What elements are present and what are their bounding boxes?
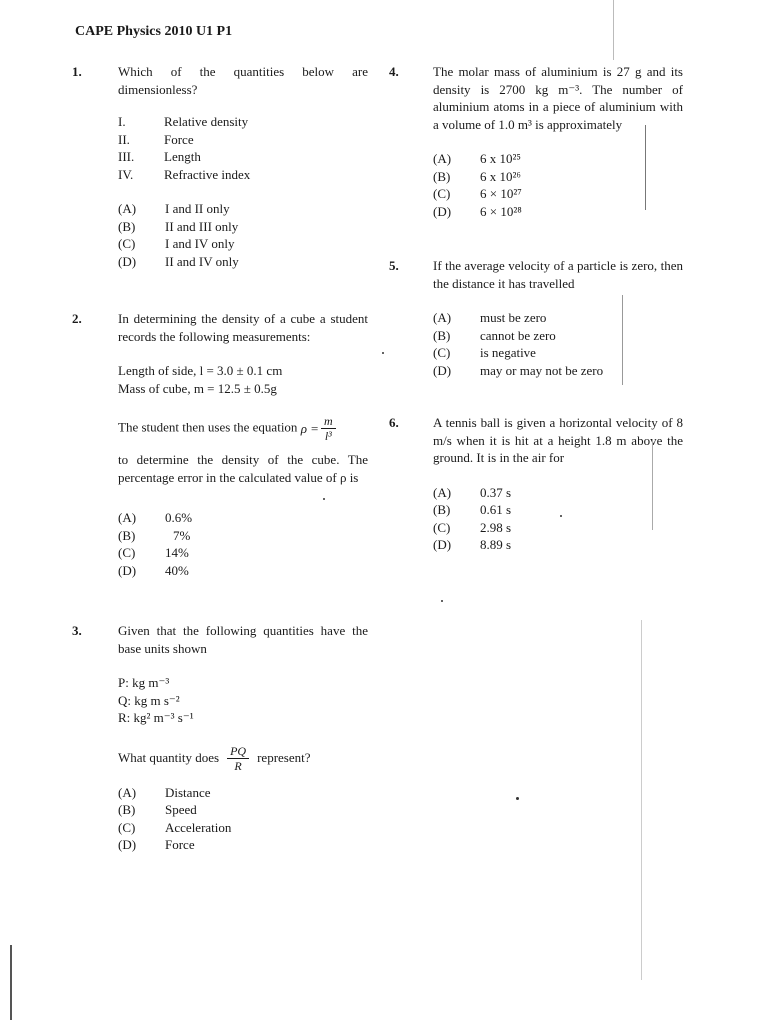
question-body — [118, 310, 368, 579]
question-number: 5. — [389, 258, 399, 273]
measurement-length: Length of side, l = 3.0 ± 0.1 cm — [118, 363, 283, 378]
question-number: 1. — [72, 64, 82, 79]
list-item: IV. Refractive index — [118, 166, 251, 182]
scan-artifact-line — [652, 440, 653, 530]
scan-artifact-line — [645, 125, 646, 210]
question-stem: In determining the density of a cube a student records the following measurements: — [118, 311, 368, 344]
pq-over-r-fraction: $\frac{PQ}{R}$ — [227, 744, 249, 773]
density-equation: ρ = $\frac{m}{\text{l³}}$ — [301, 414, 338, 443]
scan-artifact-dot — [382, 352, 384, 354]
roman-list — [118, 113, 368, 183]
scan-artifact-line — [613, 0, 614, 60]
scan-artifact-dot — [323, 498, 325, 500]
question-stem: A tennis ball is given a horizontal velocity of 8 m/s when it is hit at a height 1.8 m above the ground. It is in the air for — [433, 415, 683, 465]
option-c[interactable]: (C) is negative — [433, 345, 536, 360]
scan-artifact-dot — [560, 515, 562, 517]
list-item: I. Relative density — [118, 114, 249, 129]
answer-options — [118, 200, 368, 270]
option-b[interactable]: (B) cannot be zero — [433, 327, 556, 343]
option-b[interactable]: (B) 0.61 s — [433, 502, 512, 517]
option-b[interactable]: (B) 6 x 10²⁶ — [433, 168, 521, 184]
scan-artifact-line — [641, 620, 642, 980]
option-d[interactable]: (D) 6 × 10²⁸ — [433, 203, 522, 219]
question-stem: The molar mass of aluminium is 27 g and its density is 2700 kg m⁻³. The number of aluminium atoms in a piece of aluminium with a volume of 1.0 m³ is approximately — [433, 64, 683, 132]
question-number: 3. — [72, 623, 82, 638]
question-stem: If the average velocity of a particle is zero, then the distance it has travelled — [433, 258, 683, 291]
option-c[interactable]: (C) 2.98 s — [433, 519, 512, 535]
option-b[interactable]: (B) II and III only — [118, 218, 239, 234]
scan-artifact-dot — [516, 797, 519, 800]
scan-artifact-dot — [441, 600, 443, 602]
page-title: CAPE Physics 2010 U1 P1 — [75, 24, 233, 39]
answer-options — [433, 309, 683, 379]
list-item: III. Length — [118, 149, 201, 164]
question-number: 6. — [389, 415, 399, 430]
question-body — [118, 63, 368, 270]
option-d[interactable]: (D) II and IV only — [118, 253, 239, 269]
list-item: II. Force — [118, 131, 194, 147]
option-d[interactable]: (D) 40% — [118, 562, 189, 578]
question-stem: Which of the quantities below are dimensionless? — [118, 64, 368, 97]
option-a[interactable]: (A) 6 x 10²⁵ — [433, 151, 521, 166]
unit-r: R: kg² m⁻³ s⁻¹ — [118, 710, 194, 725]
question-continuation: to determine the density of the cube. The percentage error in the calculated value of ρ is — [118, 452, 368, 485]
option-c[interactable]: (C) I and IV only — [118, 236, 235, 251]
option-d[interactable]: (D) may or may not be zero — [433, 362, 604, 378]
quantity-question: What quantity does $\frac{PQ}{R}$ represent? — [118, 743, 311, 773]
option-a[interactable]: (A) I and II only — [118, 201, 230, 216]
unit-q: Q: kg m s⁻² — [118, 692, 180, 708]
question-body — [433, 414, 683, 554]
unit-p: P: kg m⁻³ — [118, 675, 170, 690]
measurement-mass: Mass of cube, m = 12.5 ± 0.5g — [118, 380, 277, 396]
option-c[interactable]: (C) 14% — [118, 545, 189, 560]
option-a[interactable]: (A) must be zero — [433, 310, 547, 325]
answer-options — [118, 509, 368, 579]
option-d[interactable]: (D) Force — [118, 837, 195, 852]
equation-line: The student then uses the equation ρ = $\frac{m}{\text{l³}}$ — [118, 414, 368, 443]
option-c[interactable]: (C) 6 × 10²⁷ — [433, 186, 522, 201]
question-number: 4. — [389, 64, 399, 79]
option-a[interactable]: (A) 0.37 s — [433, 484, 512, 500]
option-a[interactable]: (A) Distance — [118, 784, 211, 800]
option-b[interactable]: (B) Speed — [118, 802, 197, 817]
option-b[interactable]: (B) 7% — [118, 527, 191, 543]
density-fraction: $\frac{m}{\text{l³}}$ — [321, 414, 336, 443]
question-body — [118, 622, 368, 854]
answer-options — [118, 784, 368, 854]
scan-artifact-line — [10, 945, 12, 1020]
option-c[interactable]: (C) Acceleration — [118, 819, 232, 835]
answer-options — [433, 484, 683, 554]
option-d[interactable]: (D) 8.89 s — [433, 537, 512, 552]
scan-artifact-line — [622, 295, 623, 385]
question-body — [433, 257, 683, 379]
question-stem: Given that the following quantities have the base units shown — [118, 623, 368, 656]
question-number: 2. — [72, 311, 82, 326]
option-a[interactable]: (A) 0.6% — [118, 510, 193, 525]
